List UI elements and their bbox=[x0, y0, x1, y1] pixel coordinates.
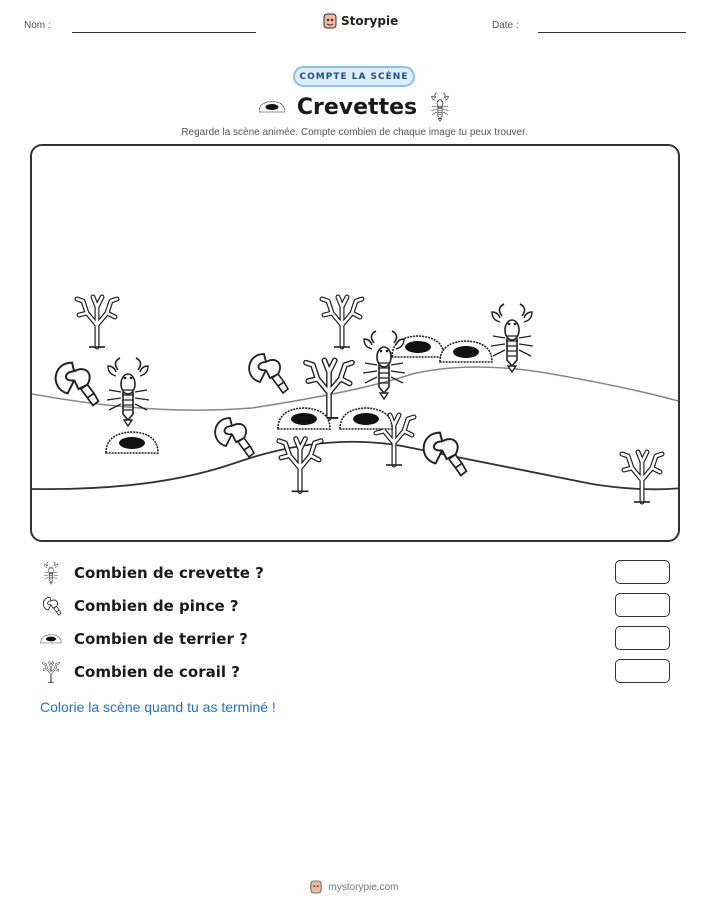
shrimp-icon bbox=[41, 561, 61, 585]
claw-2 bbox=[249, 354, 288, 393]
answer-box-shrimp[interactable] bbox=[615, 560, 670, 584]
question-claw bbox=[40, 593, 670, 619]
brand-name: Storypie bbox=[341, 14, 399, 28]
storypie-logo bbox=[323, 13, 398, 29]
coral-1 bbox=[77, 297, 117, 347]
shrimp-3 bbox=[491, 304, 533, 372]
burrow-2 bbox=[440, 341, 492, 362]
date-line[interactable] bbox=[538, 32, 686, 33]
page-title: Crevettes bbox=[296, 94, 418, 120]
question-shrimp bbox=[40, 560, 670, 586]
claw-3 bbox=[215, 418, 254, 457]
name-label: Nom : bbox=[24, 20, 51, 31]
title-row bbox=[250, 90, 460, 124]
burrow-5 bbox=[106, 432, 158, 453]
coral-6 bbox=[622, 452, 662, 502]
burrow-4 bbox=[340, 408, 392, 429]
burrow-icon bbox=[40, 632, 62, 646]
coral-5 bbox=[279, 439, 321, 492]
burrow-icon bbox=[259, 99, 285, 115]
page-subtitle: Regarde la scène animée. Compte combien de chaque image tu peux trouver. bbox=[181, 127, 528, 138]
coral-2 bbox=[322, 297, 362, 347]
question-coral bbox=[40, 659, 670, 685]
shrimp-2 bbox=[363, 331, 405, 399]
question-text: Combien de corail ? bbox=[74, 663, 240, 681]
shrimp-1 bbox=[107, 358, 149, 426]
footer bbox=[0, 880, 709, 894]
question-burrow bbox=[40, 626, 670, 652]
answer-box-burrow[interactable] bbox=[615, 626, 670, 650]
answer-box-coral[interactable] bbox=[615, 659, 670, 683]
claw-4 bbox=[424, 433, 467, 476]
storypie-mascot-icon bbox=[323, 13, 337, 29]
coral-icon bbox=[41, 661, 61, 683]
claw-icon bbox=[40, 595, 62, 617]
footer-site[interactable]: mystorypie.com bbox=[328, 881, 399, 893]
question-text: Combien de crevette ? bbox=[74, 564, 264, 582]
shrimp-icon bbox=[429, 92, 451, 122]
burrow-3 bbox=[278, 408, 330, 429]
answer-box-claw[interactable] bbox=[615, 593, 670, 617]
count-scene-badge: COMPTE LA SCÈNE bbox=[293, 66, 415, 87]
question-text: Combien de pince ? bbox=[74, 597, 239, 615]
question-text: Combien de terrier ? bbox=[74, 630, 248, 648]
date-label: Date : bbox=[492, 20, 519, 31]
name-line[interactable] bbox=[72, 32, 256, 33]
storypie-mascot-icon bbox=[310, 880, 322, 894]
scene-drawing bbox=[32, 146, 680, 542]
coloring-instruction: Colorie la scène quand tu as terminé ! bbox=[40, 699, 276, 715]
scene-illustration bbox=[30, 144, 680, 542]
